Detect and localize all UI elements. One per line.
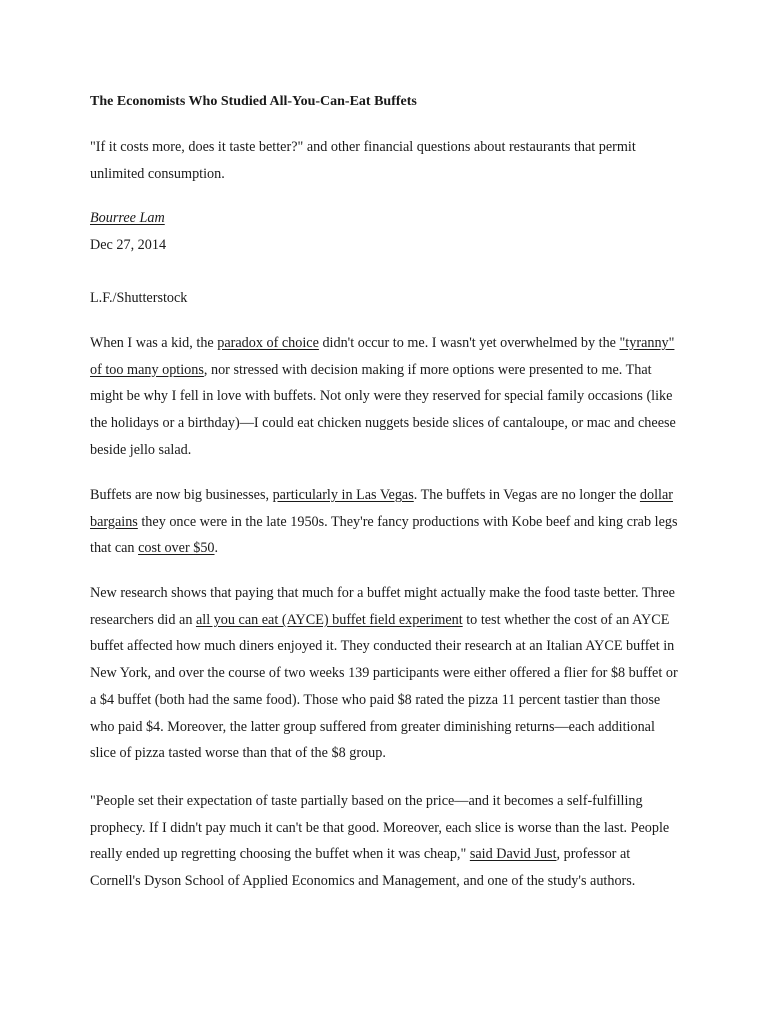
paragraph-2 — [90, 482, 682, 562]
article-subtitle: "If it costs more, does it taste better?" and other financial questions about restaurants that permit unlimited consumption. — [90, 139, 636, 182]
text-run: didn't occur to me. I wasn't yet overwhelmed by the — [318, 335, 620, 351]
article-title: The Economists Who Studied All-You-Can-Eat Buffets — [90, 94, 417, 109]
cost-over-50-link[interactable]: cost over $50 — [138, 540, 215, 557]
text-run: When I was a kid, the — [90, 335, 218, 351]
paragraph-3 — [90, 580, 682, 767]
david-just-link[interactable]: said David Just — [469, 846, 557, 863]
paragraph-4 — [90, 788, 682, 895]
image-credit: L.F./Shutterstock — [90, 290, 188, 306]
publish-date: Dec 27, 2014 — [90, 237, 167, 253]
author-byline — [90, 205, 165, 232]
text-run: Buffets are now big businesses, — [90, 487, 273, 503]
text-run: New research shows that paying that much for a buffet might actually make the food taste better. Three researchers did an — [90, 585, 675, 628]
paradox-of-choice-link[interactable]: paradox of choice — [217, 335, 319, 351]
tyranny-of-options-link[interactable]: "tyranny" of too many options — [90, 335, 675, 378]
text-run: , nor stressed with decision making if more options were presented to me. That might be why I fell in love with buffets. Not only were they reserved for special family occasions (like the holidays or a birthday)—I could eat chicken nuggets beside slices of cantaloupe, or mac and cheese beside jello salad. — [90, 361, 676, 458]
author-link[interactable]: Bourree Lam — [90, 210, 165, 226]
dollar-bargains-link[interactable]: dollar bargains — [90, 487, 674, 530]
las-vegas-link[interactable]: particularly in Las Vegas — [272, 487, 414, 503]
text-run: "People set their expectation of taste partially based on the price—and it becomes a self-fulfilling prophecy. If I didn't pay much it can't be that good. Moreover, each slice is worse than the last. People really ended up regretting choosing the buffet when it was cheap," — [90, 793, 670, 863]
text-run: to test whether the cost of an AYCE buffet affected how much diners enjoyed it. They conducted their research at an Italian AYCE buffet in New York, and over the course of two weeks 139 participants were either offered a flier for $8 buffet or a $4 buffet (both had the same food). Those who paid $8 rated the pizza 11 percent tastier than those who paid $4. Moreover, the latter group suffered from greater diminishing returns—each additional slice of pizza tasted worse than that of the $8 group. — [90, 611, 678, 762]
text-run: , professor at Cornell's Dyson School of Applied Economics and Management, and one of the study's authors. — [90, 846, 636, 890]
text-run: . The buffets in Vegas are no longer the — [413, 487, 640, 503]
text-run: . — [214, 540, 219, 557]
paragraph-1 — [90, 330, 682, 464]
text-run: they once were in the late 1950s. They're fancy productions with Kobe beef and king crab legs that can — [90, 513, 678, 557]
ayce-experiment-link[interactable]: all you can eat (AYCE) buffet field experiment — [195, 611, 463, 628]
